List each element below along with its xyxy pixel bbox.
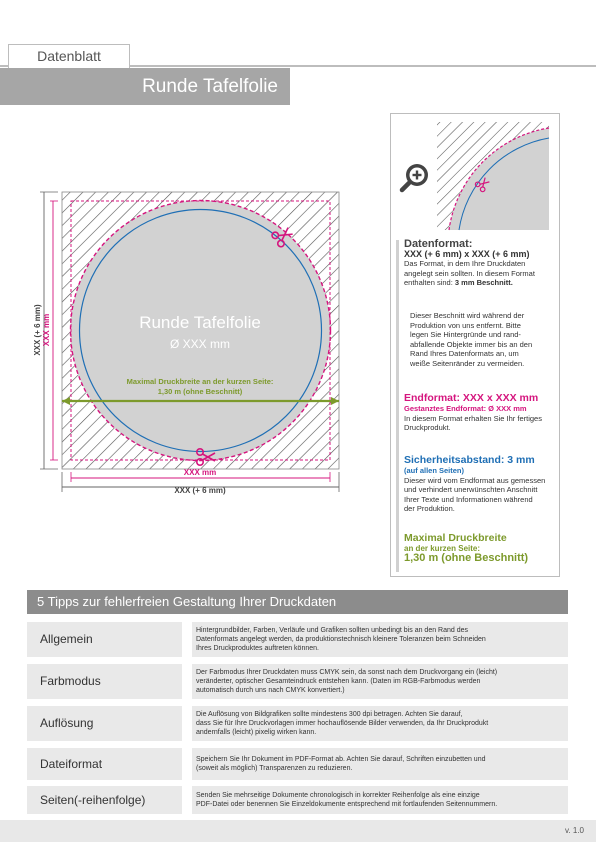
- footer: [0, 820, 596, 842]
- beschnitt-line: legen Sie Hintergründe und rand-: [410, 330, 521, 339]
- version-label: v. 1.0: [565, 826, 584, 835]
- width-outer-label: XXX (+ 6 mm): [174, 486, 226, 495]
- datenformat-line: enthalten sind: 3 mm Beschnitt.: [404, 278, 513, 287]
- sicherheit-subtitle: (auf allen Seiten): [404, 466, 465, 475]
- tip-text: Die Auflösung von Bildgrafiken sollte mindestens 300 dpi betragen. Achten Sie darauf, dass Sie für Ihre Druckvorlagen immer hochauflösende Bilder verwenden, da Ihr Druckprodukt andernfalls (leicht) pixelig wirken kann.: [192, 706, 568, 741]
- magnifier-plus-icon: [398, 160, 432, 194]
- beschnitt-line: Dieser Beschnitt wird während der: [410, 311, 525, 320]
- druckbreite-subtitle: an der kurzen Seite:: [404, 544, 481, 553]
- height-inner-label: XXX mm: [42, 313, 51, 347]
- format-diagram: [0, 160, 380, 510]
- tip-text: Senden Sie mehrseitige Dokumente chronologisch in korrekter Reihenfolge als eine einzige PDF-Datei oder benennen Sie Einzeldokumente entsprechend mit fortlaufenden Seitennummern.: [192, 786, 568, 814]
- print-width-label: Maximal Druckbreite an der kurzen Seite:: [126, 377, 274, 386]
- beschnitt-line: Rand Ihres Datenformats an, um: [410, 349, 519, 358]
- datenformat-line: Das Format, in dem Ihre Druckdaten: [404, 259, 526, 268]
- datenformat-title: Datenformat:: [404, 238, 473, 250]
- sicherheit-line: Dieser wird vom Endformat aus gemessen: [404, 475, 546, 485]
- beschnitt-block: [410, 311, 556, 368]
- endformat-block: [404, 392, 554, 433]
- diagram-diameter: Ø XXX mm: [169, 337, 231, 351]
- tip-row: [27, 622, 568, 657]
- endformat-line: In diesem Format erhalten Sie Ihr fertiges: [404, 413, 542, 423]
- tip-text: Hintergrundbilder, Farben, Verläufe und Grafiken sollten unbedingt bis an den Rand des Datenformats angelegt werden, da produktionstechnisch kleinere Toleranzen beim Schneiden Ihres Druckproduktes auftreten können.: [192, 622, 568, 657]
- width-inner-label: XXX mm: [183, 468, 217, 477]
- tip-label: Auflösung: [27, 706, 182, 741]
- sicherheit-line: Ihrer Texte und Informationen während: [404, 494, 533, 504]
- tip-label: Farbmodus: [27, 664, 182, 699]
- beschnitt-line: weiße Seitenränder zu vermeiden.: [410, 358, 525, 368]
- endformat-subtitle: Gestanztes Endformat: Ø XXX mm: [404, 404, 527, 413]
- beschnitt-line: Produktion von uns entfernt. Bitte: [410, 320, 521, 330]
- tip-label: Allgemein: [27, 622, 182, 657]
- datenformat-size: XXX (+ 6 mm) x XXX (+ 6 mm): [404, 248, 530, 259]
- druckbreite-title: Maximal Druckbreite: [404, 532, 507, 544]
- tips-heading: 5 Tipps zur fehlerfreien Gestaltung Ihrer Druckdaten: [27, 590, 568, 614]
- tip-text: Speichern Sie Ihr Dokument im PDF-Format ab. Achten Sie darauf, Schriften einzubetten und (soweit als möglich) Transparenzen zu reduzieren.: [192, 748, 568, 780]
- druckbreite-value: 1,30 m (ohne Beschnitt): [404, 551, 529, 564]
- tip-text: Der Farbmodus Ihrer Druckdaten muss CMYK sein, da sonst nach dem Druckvorgang ein (leicht) veränderter, optischer Gesamteindruck entstehen kann. (Daten im RGB-Farbmodus werden automatisch durch uns nach CMYK konvertiert.): [192, 664, 568, 699]
- info-rail: [396, 240, 399, 572]
- tip-row: [27, 748, 568, 780]
- druckbreite-block: [404, 532, 554, 563]
- diagram-product-name: Runde Tafelfolie: [139, 313, 261, 332]
- sicherheit-line: und verhindert unerwünschten Anschnitt: [404, 485, 538, 494]
- sicherheit-title: Sicherheitsabstand: 3 mm: [404, 454, 535, 466]
- datenformat-block: [404, 240, 554, 288]
- datenformat-line: angelegt sein sollten. In diesem Format: [404, 268, 535, 278]
- endformat-title: Endformat: XXX x XXX mm: [404, 392, 539, 404]
- tip-row: [27, 706, 568, 741]
- tip-label: Seiten(-reihenfolge): [27, 786, 182, 814]
- tip-row: [27, 664, 568, 699]
- tip-row: [27, 786, 568, 814]
- page-title: Runde Tafelfolie: [0, 68, 290, 105]
- beschnitt-line: abfallende Objekte immer bis an den: [410, 339, 533, 349]
- sicherheit-block: [404, 454, 554, 514]
- document-tab: Datenblatt: [8, 44, 130, 68]
- sicherheit-line: der Produktion.: [404, 504, 455, 513]
- tip-label: Dateiformat: [27, 748, 182, 780]
- endformat-line: Druckprodukt.: [404, 423, 451, 432]
- print-width-value: 1,30 m (ohne Beschnitt): [157, 387, 243, 396]
- height-outer-label: XXX (+ 6 mm): [33, 304, 42, 356]
